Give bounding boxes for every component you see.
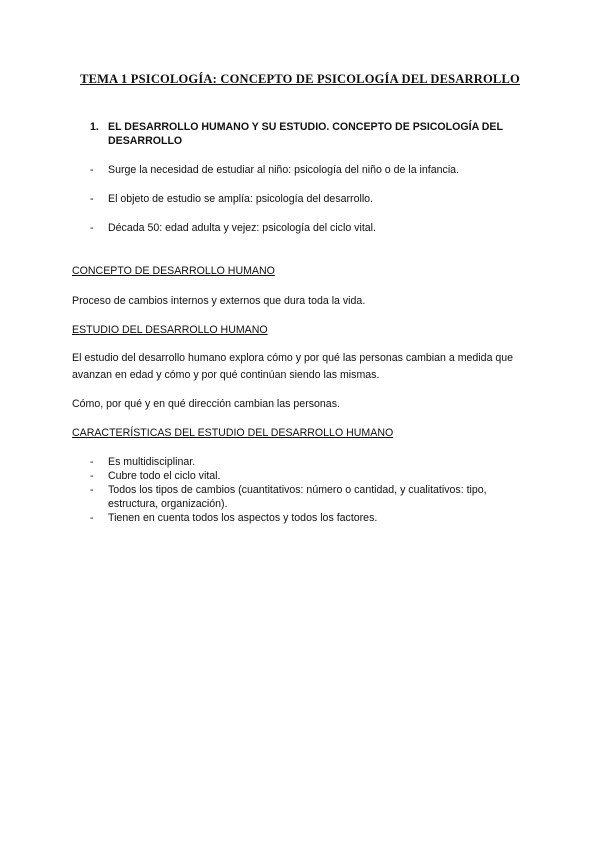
concepto-heading: CONCEPTO DE DESARROLLO HUMANO <box>72 265 275 277</box>
bullet-dash: - <box>90 193 94 205</box>
bullet-dash: - <box>90 222 94 234</box>
list-item <box>90 469 530 483</box>
list-item-text: Todos los tipos de cambios (cuantitativos: número o cantidad, y cualitativos: tipo, estructura, organización). <box>108 484 487 510</box>
section-heading-text: EL DESARROLLO HUMANO Y SU ESTUDIO. CONCEPTO DE PSICOLOGÍA DEL DESARROLLO <box>108 121 503 147</box>
list-item-text: Tienen en cuenta todos los aspectos y todos los factores. <box>108 512 378 524</box>
list-item <box>90 455 530 469</box>
list-item-text: Cubre todo el ciclo vital. <box>108 470 221 482</box>
bullet-dash: - <box>90 512 94 524</box>
list-item-text: Década 50: edad adulta y vejez: psicología del ciclo vital. <box>108 222 376 234</box>
caracteristicas-list <box>90 455 530 525</box>
bullet-dash: - <box>90 470 94 482</box>
list-item-text: Es multidisciplinar. <box>108 456 196 468</box>
page-title: TEMA 1 PSICOLOGÍA: CONCEPTO DE PSICOLOGÍA DEL DESARROLLO <box>80 72 520 86</box>
estudio-paragraph: El estudio del desarrollo humano explora cómo y por qué las personas cambian a medida que avanzan en edad y cómo y por qué continúan siendo las mismas. <box>72 352 514 381</box>
list-item-text: El objeto de estudio se amplía: psicología del desarrollo. <box>108 193 374 205</box>
bullet-dash: - <box>90 456 94 468</box>
estudio-paragraph-2: Cómo, por qué y en qué dirección cambian las personas. <box>72 398 340 410</box>
list-item <box>90 483 530 511</box>
section-number: 1. <box>90 121 99 133</box>
list-item <box>90 511 530 525</box>
estudio-heading: ESTUDIO DEL DESARROLLO HUMANO <box>72 324 268 336</box>
list-item-text: Surge la necesidad de estudiar al niño: psicología del niño o de la infancia. <box>108 164 460 176</box>
concepto-text: Proceso de cambios internos y externos que dura toda la vida. <box>72 295 366 307</box>
caracteristicas-heading: CARACTERÍSTICAS DEL ESTUDIO DEL DESARROLLO HUMANO <box>72 427 394 439</box>
bullet-dash: - <box>90 164 94 176</box>
bullet-dash: - <box>90 484 94 496</box>
